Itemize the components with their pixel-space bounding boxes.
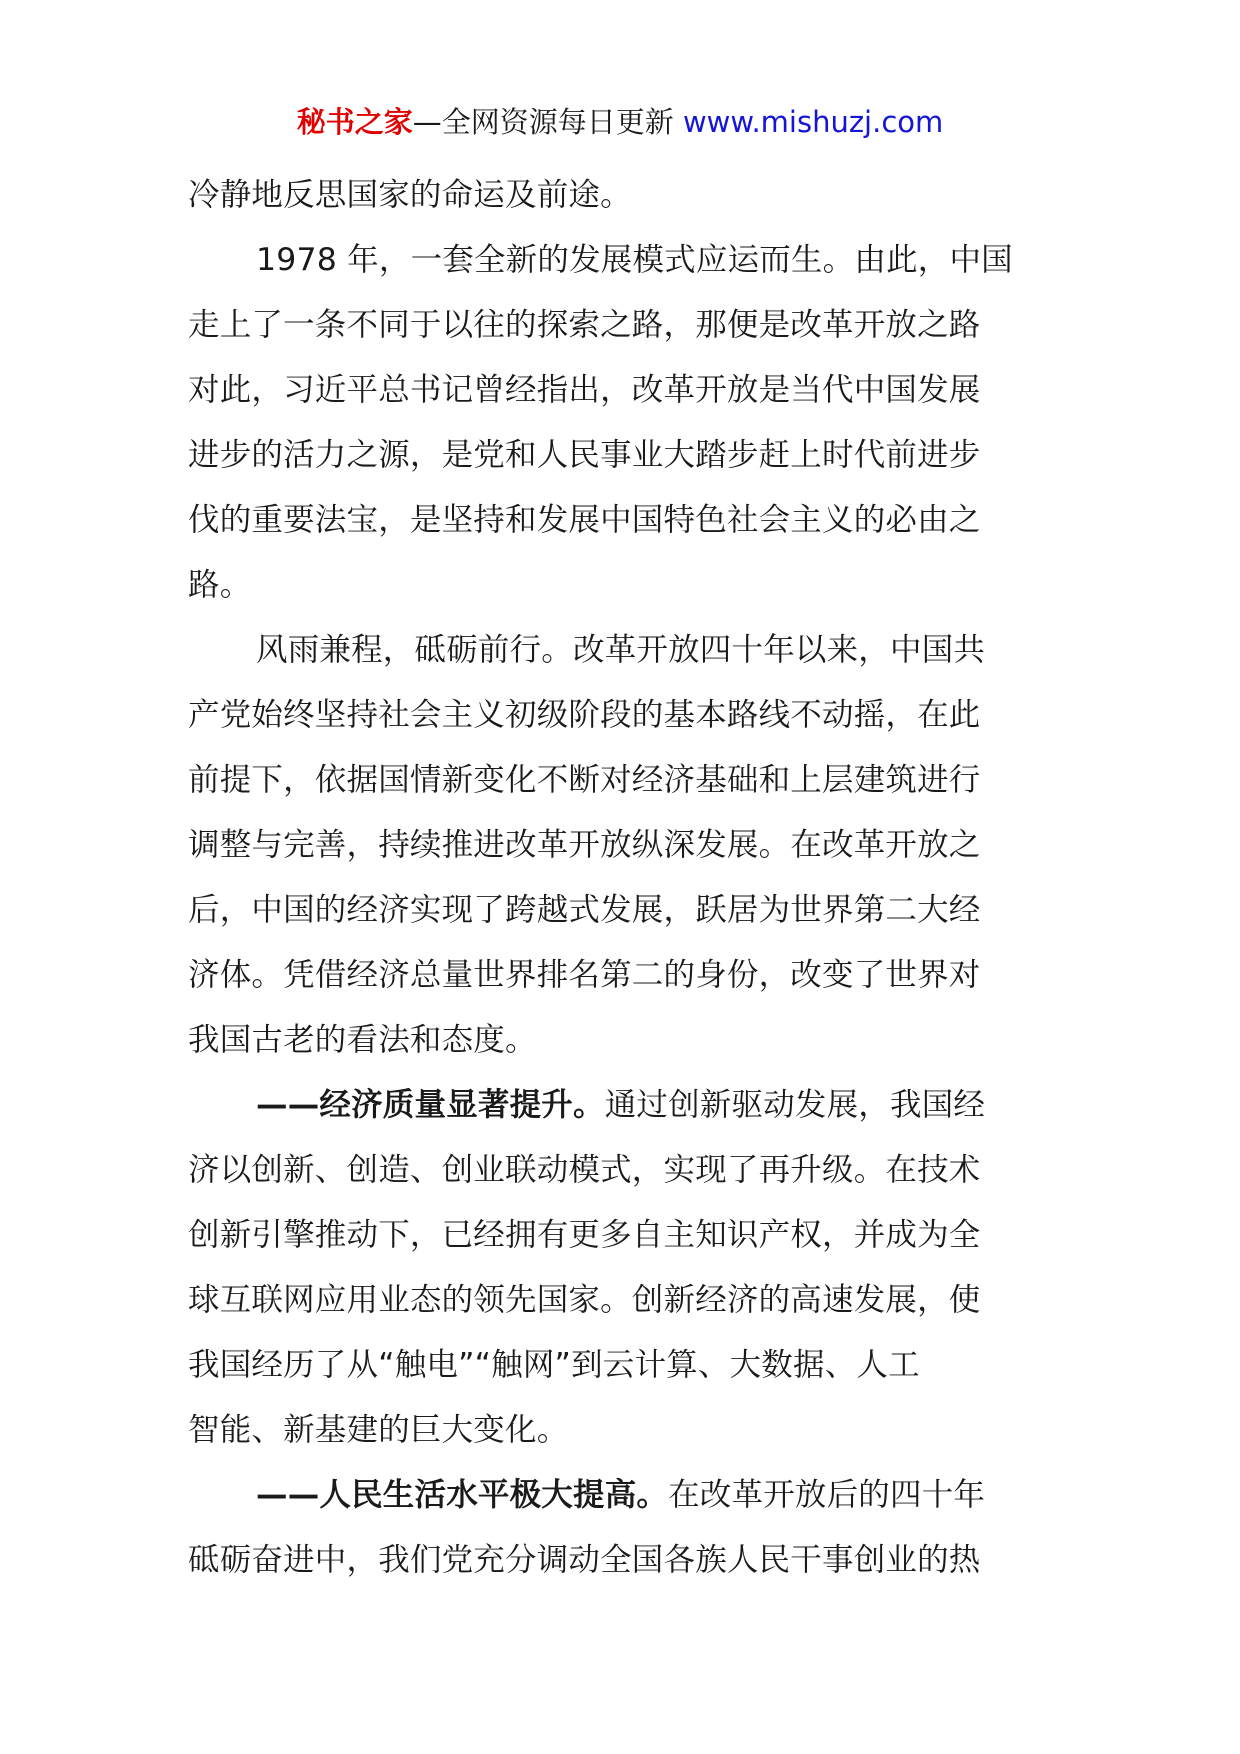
text-line: [188, 943, 1050, 1008]
section-heading: ——人民生活水平极大提高。: [256, 1477, 669, 1513]
line-text: 前提下，依据国情新变化不断对经济基础和上层建筑进行: [188, 762, 981, 798]
line-text: 走上了一条不同于以往的探索之路，那便是改革开放之路: [188, 307, 981, 343]
text-line: [188, 1528, 1050, 1593]
text-line: [188, 423, 1050, 488]
text-line: [188, 683, 1050, 748]
text-line: [188, 553, 1050, 618]
line-text: 济以创新、创造、创业联动模式，实现了再升级。在技术: [188, 1152, 981, 1188]
line-text: 后，中国的经济实现了跨越式发展，跃居为世界第二大经: [188, 892, 981, 928]
line-text: 路。: [188, 567, 252, 603]
text-line: [188, 748, 1050, 813]
line-text: 我国经历了从“触电”“触网”到云计算、大数据、人工: [188, 1347, 920, 1383]
header-brand: 秘书之家: [296, 105, 413, 139]
line-text: 冷静地反思国家的命运及前途。: [188, 177, 632, 213]
text-line: [188, 488, 1050, 553]
text-line: [188, 878, 1050, 943]
page-header: [0, 100, 1240, 144]
text-line: [188, 358, 1050, 423]
line-text: 风雨兼程，砥砺前行。改革开放四十年以来，中国共: [256, 632, 986, 668]
line-text: 产党始终坚持社会主义初级阶段的基本路线不动摇，在此: [188, 697, 981, 733]
line-text: 伐的重要法宝，是坚持和发展中国特色社会主义的必由之: [188, 502, 981, 538]
line-text: 砥砺奋进中，我们党充分调动全国各族人民干事创业的热: [188, 1542, 981, 1578]
text-line: [188, 163, 1050, 228]
line-text: 进步的活力之源，是党和人民事业大踏步赶上时代前进步: [188, 437, 981, 473]
line-text: 智能、新基建的巨大变化。: [188, 1412, 569, 1448]
text-line: [188, 293, 1050, 358]
line-text: 创新引擎推动下，已经拥有更多自主知识产权，并成为全: [188, 1217, 981, 1253]
text-line: [188, 1203, 1050, 1268]
line-text: 调整与完善，持续推进改革开放纵深发展。在改革开放之: [188, 827, 981, 863]
line-text: 球互联网应用业态的领先国家。创新经济的高速发展，使: [188, 1282, 981, 1318]
document-body: [188, 163, 1050, 1593]
text-line: [188, 813, 1050, 878]
text-line: [188, 1268, 1050, 1333]
line-text: 济体。凭借经济总量世界排名第二的身份，改变了世界对: [188, 957, 981, 993]
line-text: 我国古老的看法和态度。: [188, 1022, 537, 1058]
text-line: [188, 1333, 1050, 1398]
paragraph-first-line: [188, 1463, 1050, 1528]
line-text: 在改革开放后的四十年: [668, 1477, 986, 1513]
header-slogan: —全网资源每日更新: [412, 105, 683, 139]
line-text: 对此，习近平总书记曾经指出，改革开放是当代中国发展: [188, 372, 981, 408]
text-line: [188, 1008, 1050, 1073]
paragraph-first-line: [188, 228, 1050, 293]
section-heading: ——经济质量显著提升。: [256, 1087, 605, 1123]
line-text: 1978 年，一套全新的发展模式应运而生。由此，中国: [256, 242, 1013, 278]
line-text: 通过创新驱动发展，我国经: [604, 1087, 986, 1123]
text-line: [188, 1138, 1050, 1203]
paragraph-first-line: [188, 1073, 1050, 1138]
header-url-link[interactable]: www.mishuzj.com: [682, 105, 944, 139]
paragraph-first-line: [188, 618, 1050, 683]
text-line: [188, 1398, 1050, 1463]
